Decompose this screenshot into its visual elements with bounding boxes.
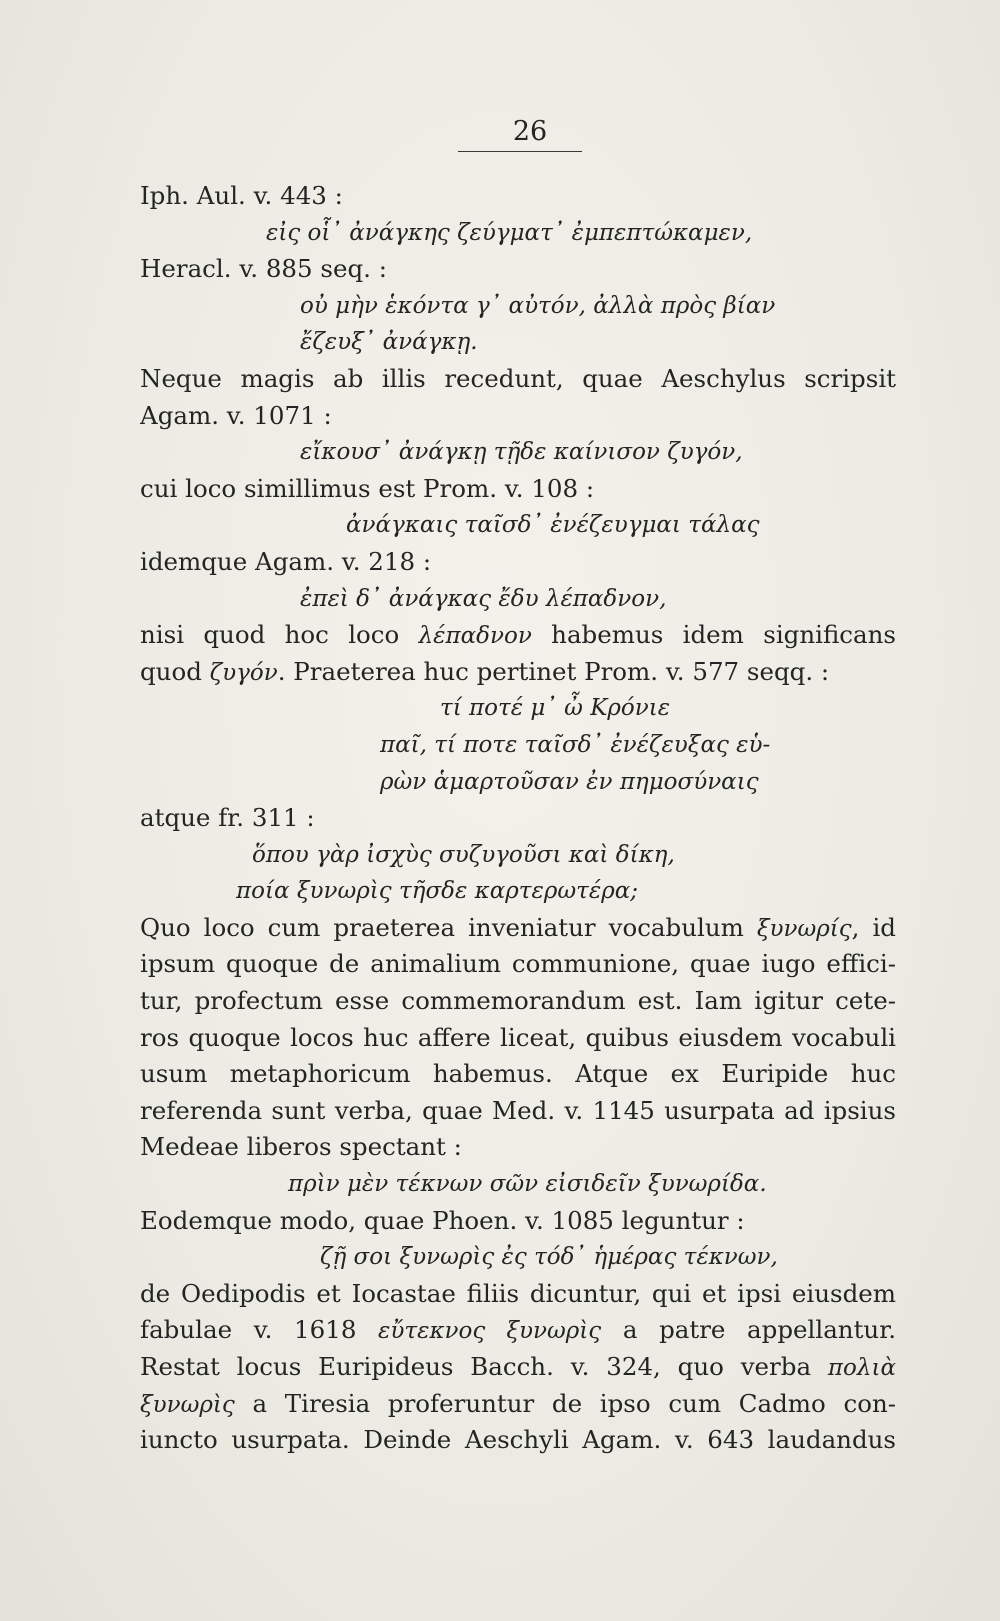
greek-word: ξυνωρὶς: [140, 1391, 235, 1418]
latin-text: quod: [140, 656, 210, 686]
text-line: atque fr. 311 :: [140, 803, 315, 833]
greek-quotation-line: τί ποτέ μ᾽ ὦ Κρόνιε: [440, 695, 671, 722]
text-line: [140, 1386, 896, 1423]
greek-quotation-line: ποία ξυνωρὶς τῆσδε καρτερωτέρα;: [236, 878, 638, 905]
text-line: Neque magis ab illis recedunt, quae Aeschylus scripsit: [140, 363, 896, 393]
greek-quotation-line: ἐπεὶ δ᾽ ἀνάγκας ἔδυ λέπαδνον,: [300, 585, 667, 612]
text-line: ipsum quoque de animalium communione, quae iugo effici-: [140, 949, 896, 979]
greek-quotation-line: παῖ, τί ποτε ταῖσδ᾽ ἐνέζευξας εὑ-: [380, 731, 771, 758]
latin-text: a patre appellantur.: [601, 1315, 896, 1345]
greek-word: εὔτεκνος ξυνωρὶς: [378, 1318, 602, 1345]
greek-word: πολιὰ: [827, 1355, 896, 1381]
latin-text: fabulae v. 1618: [140, 1315, 379, 1345]
text-line: usum metaphoricum habemus. Atque ex Euripide huc: [140, 1059, 896, 1089]
greek-quotation-line: ρὼν ἁμαρτοῦσαν ἐν πημοσύναις: [380, 768, 759, 795]
latin-text: nisi quod hoc loco: [140, 620, 419, 650]
text-line: de Oedipodis et Iocastae filiis dicuntur, qui et ipsi eiusdem: [140, 1278, 896, 1308]
page-number-rule: [458, 151, 582, 152]
greek-quotation-line: εἴκουσ᾽ ἀνάγκῃ τῇδε καίνισον ζυγόν,: [300, 439, 743, 466]
body-text: [140, 178, 896, 1459]
latin-text: Restat locus Euripideus Bacch. v. 324, quo verba: [140, 1352, 828, 1381]
latin-text: Quo loco cum praeterea inveniatur vocabulum: [140, 912, 757, 942]
text-line: cui loco simillimus est Prom. v. 108 :: [140, 473, 595, 503]
text-line: Eodemque modo, quae Phoen. v. 1085 leguntur :: [140, 1205, 745, 1235]
text-line: ros quoque locos huc affere liceat, quibus eiusdem vocabuli: [140, 1022, 896, 1052]
latin-text: , id: [851, 912, 896, 942]
latin-text: . Praeterea huc pertinet Prom. v. 577 seqq. :: [277, 656, 830, 686]
greek-quotation-line: εἰς οἷ᾽ ἀνάγκης ζεύγματ᾽ ἐμπεπτώκαμεν,: [266, 219, 753, 246]
greek-quotation-line: οὐ μὴν ἑκόντα γ᾽ αὐτόν, ἀλλὰ πρὸς βίαν: [300, 292, 776, 319]
page-number: 26: [512, 116, 548, 147]
greek-word: ξυνωρίς: [756, 915, 852, 942]
greek-word: λέπαδνον: [418, 623, 532, 650]
text-line: iuncto usurpata. Deinde Aeschyli Agam. v. 643 laudandus: [140, 1425, 896, 1455]
greek-quotation-line: ἔζευξ᾽ ἀνάγκῃ.: [300, 329, 478, 356]
text-line: Iph. Aul. v. 443 :: [140, 181, 343, 210]
text-line: [140, 910, 896, 947]
text-line: [140, 1349, 896, 1386]
greek-quotation-line: ἀνάγκαις ταῖσδ᾽ ἐνέζευγμαι τάλας: [346, 512, 760, 539]
text-line: [140, 654, 896, 691]
text-line: Agam. v. 1071 :: [140, 400, 332, 430]
text-line: tur, profectum esse commemorandum est. Iam igitur cete-: [140, 986, 896, 1016]
text-line: [140, 1312, 896, 1349]
text-line: referenda sunt verba, quae Med. v. 1145 usurpata ad ipsius: [140, 1095, 896, 1125]
greek-quotation-line: ζῇ σοι ξυνωρὶς ἐς τόδ᾽ ἡμέρας τέκνων,: [320, 1244, 778, 1271]
text-line: idemque Agam. v. 218 :: [140, 546, 432, 576]
greek-quotation-line: πρὶν μὲν τέκνων σῶν εἰσιδεῖν ξυνωρίδα.: [288, 1171, 767, 1198]
text-line: Medeae liberos spectant :: [140, 1132, 462, 1162]
greek-quotation-line: ὅπου γὰρ ἰσχὺς συζυγοῦσι καὶ δίκη,: [252, 841, 675, 868]
text-line: [140, 617, 896, 654]
latin-text: habemus idem significans: [531, 620, 896, 650]
text-line: Heracl. v. 885 seq. :: [140, 254, 387, 284]
latin-text: a Tiresia proferuntur de ipso cum Cadmo con-: [234, 1388, 896, 1418]
greek-word: ζυγόν: [209, 659, 278, 686]
